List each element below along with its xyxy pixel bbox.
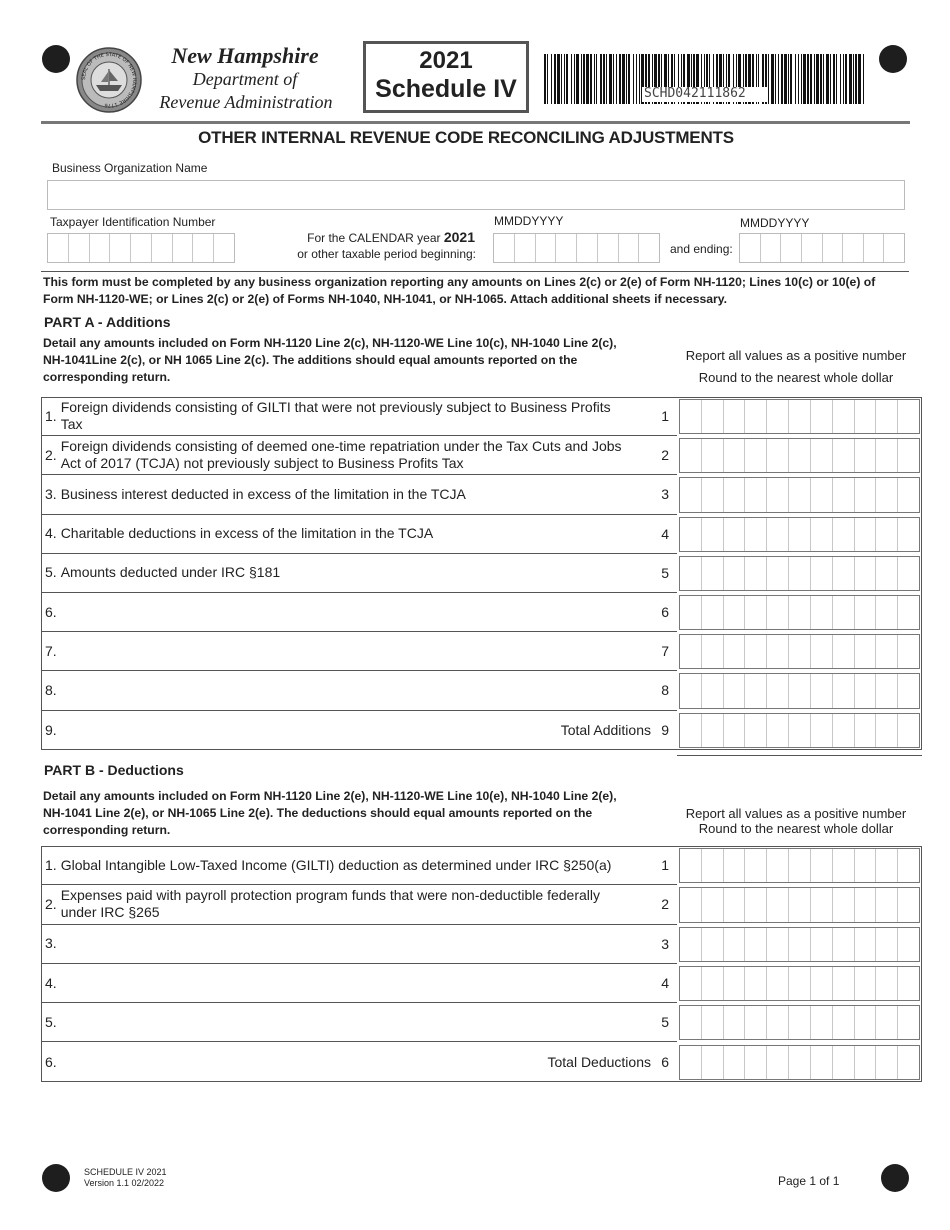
- department-line-2: Revenue Administration: [159, 92, 333, 112]
- line-item-row: [41, 397, 677, 436]
- amount-field[interactable]: [679, 848, 920, 883]
- and-ending-label: and ending:: [670, 242, 733, 256]
- calendar-line-2: or other taxable period beginning:: [297, 247, 476, 261]
- amount-field[interactable]: [679, 1005, 920, 1040]
- registration-mark: [42, 45, 70, 73]
- line-item-row: [41, 925, 677, 964]
- line-item-description: [45, 593, 627, 631]
- line-item-row: [41, 885, 677, 924]
- line-item-description: [45, 846, 627, 884]
- line-item-number: 8.: [45, 681, 57, 698]
- amount-field[interactable]: [679, 927, 920, 962]
- line-item-row: [41, 436, 677, 475]
- state-seal-icon: [76, 47, 142, 113]
- org-name-label: Business Organization Name: [52, 161, 208, 175]
- part-a-heading: PART A - Additions: [44, 314, 171, 330]
- line-item-number: 3.: [45, 935, 57, 952]
- end-date-format: MMDDYYYY: [740, 216, 810, 230]
- line-item-text: Global Intangible Low-Taxed Income (GILTI) deduction as determined under IRC §250(a): [60, 856, 612, 873]
- calendar-year-line: [255, 229, 475, 245]
- line-item-description: [45, 397, 627, 435]
- amount-field[interactable]: [679, 477, 920, 512]
- line-number: 3: [661, 935, 669, 952]
- line-item-row: [41, 593, 677, 632]
- line-item-number: 9.: [45, 721, 57, 738]
- line-item-text: Foreign dividends consisting of GILTI that were not previously subject to Business Profits Tax: [60, 399, 611, 433]
- line-item-text: Charitable deductions in excess of the limitation in the TCJA: [60, 525, 434, 542]
- amount-field[interactable]: [679, 966, 920, 1001]
- line-item-row: [41, 632, 677, 671]
- department-line-1: Department of: [192, 69, 298, 89]
- calendar-year: 2021: [443, 229, 475, 245]
- part-b-note-2: Round to the nearest whole dollar: [698, 821, 894, 836]
- line-number: 1: [661, 857, 669, 874]
- line-number: 5: [661, 564, 669, 581]
- line-item-description: [45, 1003, 627, 1041]
- line-number: 8: [661, 682, 669, 699]
- registration-mark: [881, 1164, 909, 1192]
- amount-field[interactable]: [679, 634, 920, 669]
- seal-text: SEAL OF THE STATE OF NEW HAMPSHIRE 1776: [80, 51, 138, 109]
- registration-mark: [42, 1164, 70, 1192]
- line-item-description: [45, 515, 627, 553]
- line-item-total-label: Total Additions: [560, 722, 651, 739]
- footer-page: Page 1 of 1: [778, 1174, 840, 1188]
- amount-field[interactable]: [679, 517, 920, 552]
- line-item-number: 6.: [45, 1053, 57, 1070]
- line-item-row: [41, 846, 677, 885]
- part-a-detail: Detail any amounts included on Form NH-1120 Line 2(c), NH-1120-WE Line 10(c), NH-1040 Line 2(c), NH-1041Line 2(c), or NH 1065 Line 2(c). The additions should equal amounts reported on the corresponding return.: [43, 336, 617, 384]
- line-number: 6: [661, 1054, 669, 1071]
- part-b-heading: PART B - Deductions: [44, 762, 184, 778]
- begin-date-field[interactable]: [493, 233, 660, 263]
- line-item-number: 5.: [45, 564, 57, 581]
- begin-date-format: MMDDYYYY: [494, 214, 564, 228]
- line-item-text: Amounts deducted under IRC §181: [60, 564, 281, 581]
- barcode-text: SCHD042111862: [644, 86, 746, 101]
- amount-field[interactable]: [679, 887, 920, 922]
- line-item-number: 6.: [45, 603, 57, 620]
- state-name: New Hampshire: [171, 43, 319, 68]
- line-item-description: [45, 925, 627, 963]
- line-number: 7: [661, 643, 669, 660]
- line-item-description: [45, 671, 627, 709]
- part-a-note-1: Report all values as a positive number: [685, 348, 907, 363]
- line-item-number: 2.: [45, 895, 57, 912]
- amount-field[interactable]: [679, 438, 920, 473]
- line-item-description: [45, 711, 627, 750]
- divider: [677, 755, 922, 756]
- schedule-title: Schedule IV: [375, 75, 517, 103]
- form-title: OTHER INTERNAL REVENUE CODE RECONCILING ADJUSTMENTS: [198, 128, 734, 147]
- line-item-row: [41, 475, 677, 514]
- registration-mark: [879, 45, 907, 73]
- footer-form-id: SCHEDULE IV 2021: [84, 1167, 167, 1177]
- line-item-row: [41, 515, 677, 554]
- line-item-description: [45, 632, 627, 670]
- line-item-number: 1.: [45, 856, 57, 873]
- line-item-description: [45, 1043, 627, 1082]
- line-number: 4: [661, 525, 669, 542]
- end-date-field[interactable]: [739, 233, 905, 263]
- line-item-row: [41, 1003, 677, 1042]
- line-item-number: 1.: [45, 407, 57, 424]
- line-item-text: Business interest deducted in excess of the limitation in the TCJA: [60, 485, 466, 502]
- amount-field[interactable]: [679, 399, 920, 434]
- line-item-number: 7.: [45, 642, 57, 659]
- line-item-description: [45, 964, 627, 1002]
- line-number: 3: [661, 486, 669, 503]
- line-number: 9: [661, 722, 669, 739]
- divider: [41, 271, 909, 272]
- line-number: 1: [661, 408, 669, 425]
- line-item-description: [45, 885, 627, 923]
- line-item-description: [45, 436, 627, 474]
- line-item-text: Expenses paid with payroll protection program funds that were non-deductible federally under IRC §265: [60, 887, 600, 921]
- line-item-row: [41, 711, 677, 750]
- org-name-field[interactable]: [47, 180, 905, 210]
- line-item-description: [45, 554, 627, 592]
- line-item-row: [41, 671, 677, 710]
- line-item-row: [41, 964, 677, 1003]
- line-number: 2: [661, 896, 669, 913]
- line-number: 4: [661, 975, 669, 992]
- tin-label: Taxpayer Identification Number: [50, 215, 216, 229]
- instructions: This form must be completed by any business organization reporting any amounts on Lines 2(c) or 2(e) of Form NH-1120; Lines 10(c) or 10(e) of Form NH-1120-WE; or Lines 2(c) or 2(e) of Forms NH-1040, NH-1041, or NH-1065. Attach additional sheets if necessary.: [43, 275, 876, 306]
- line-item-text: Foreign dividends consisting of deemed one-time repatriation under the Tax Cuts and Jobs Act of 2017 (TCJA) not previously subject to Business Profits Tax: [60, 438, 622, 472]
- amount-field[interactable]: [679, 1045, 920, 1080]
- line-item-number: 4.: [45, 525, 57, 542]
- line-number: 5: [661, 1014, 669, 1031]
- line-item-row: [41, 554, 677, 593]
- part-a-note-2: Round to the nearest whole dollar: [698, 370, 894, 385]
- line-item-total-label: Total Deductions: [547, 1054, 651, 1071]
- header-rule: [41, 121, 910, 124]
- tin-field[interactable]: [47, 233, 235, 263]
- form-year: 2021: [419, 47, 473, 74]
- line-item-description: [45, 475, 627, 513]
- line-item-number: 5.: [45, 1013, 57, 1030]
- part-b-note-1: Report all values as a positive number: [685, 806, 907, 821]
- line-item-row: [41, 1043, 677, 1082]
- line-item-number: 2.: [45, 446, 57, 463]
- line-number: 2: [661, 447, 669, 464]
- line-item-number: 3.: [45, 485, 57, 502]
- line-item-number: 4.: [45, 974, 57, 991]
- line-number: 6: [661, 604, 669, 621]
- amount-field[interactable]: [679, 556, 920, 591]
- calendar-prefix: For the CALENDAR year: [307, 231, 441, 245]
- part-b-detail: Detail any amounts included on Form NH-1120 Line 2(e), NH-1120-WE Line 10(e), NH-1040 Line 2(e), NH-1041 Line 2(e), or NH-1065 Line 2(e). The deductions should equal amounts reported on the corresponding return.: [43, 789, 617, 837]
- schedule-box: [363, 41, 529, 113]
- amount-field[interactable]: [679, 713, 920, 748]
- amount-field[interactable]: [679, 595, 920, 630]
- amount-field[interactable]: [679, 673, 920, 708]
- footer-version: Version 1.1 02/2022: [84, 1178, 165, 1188]
